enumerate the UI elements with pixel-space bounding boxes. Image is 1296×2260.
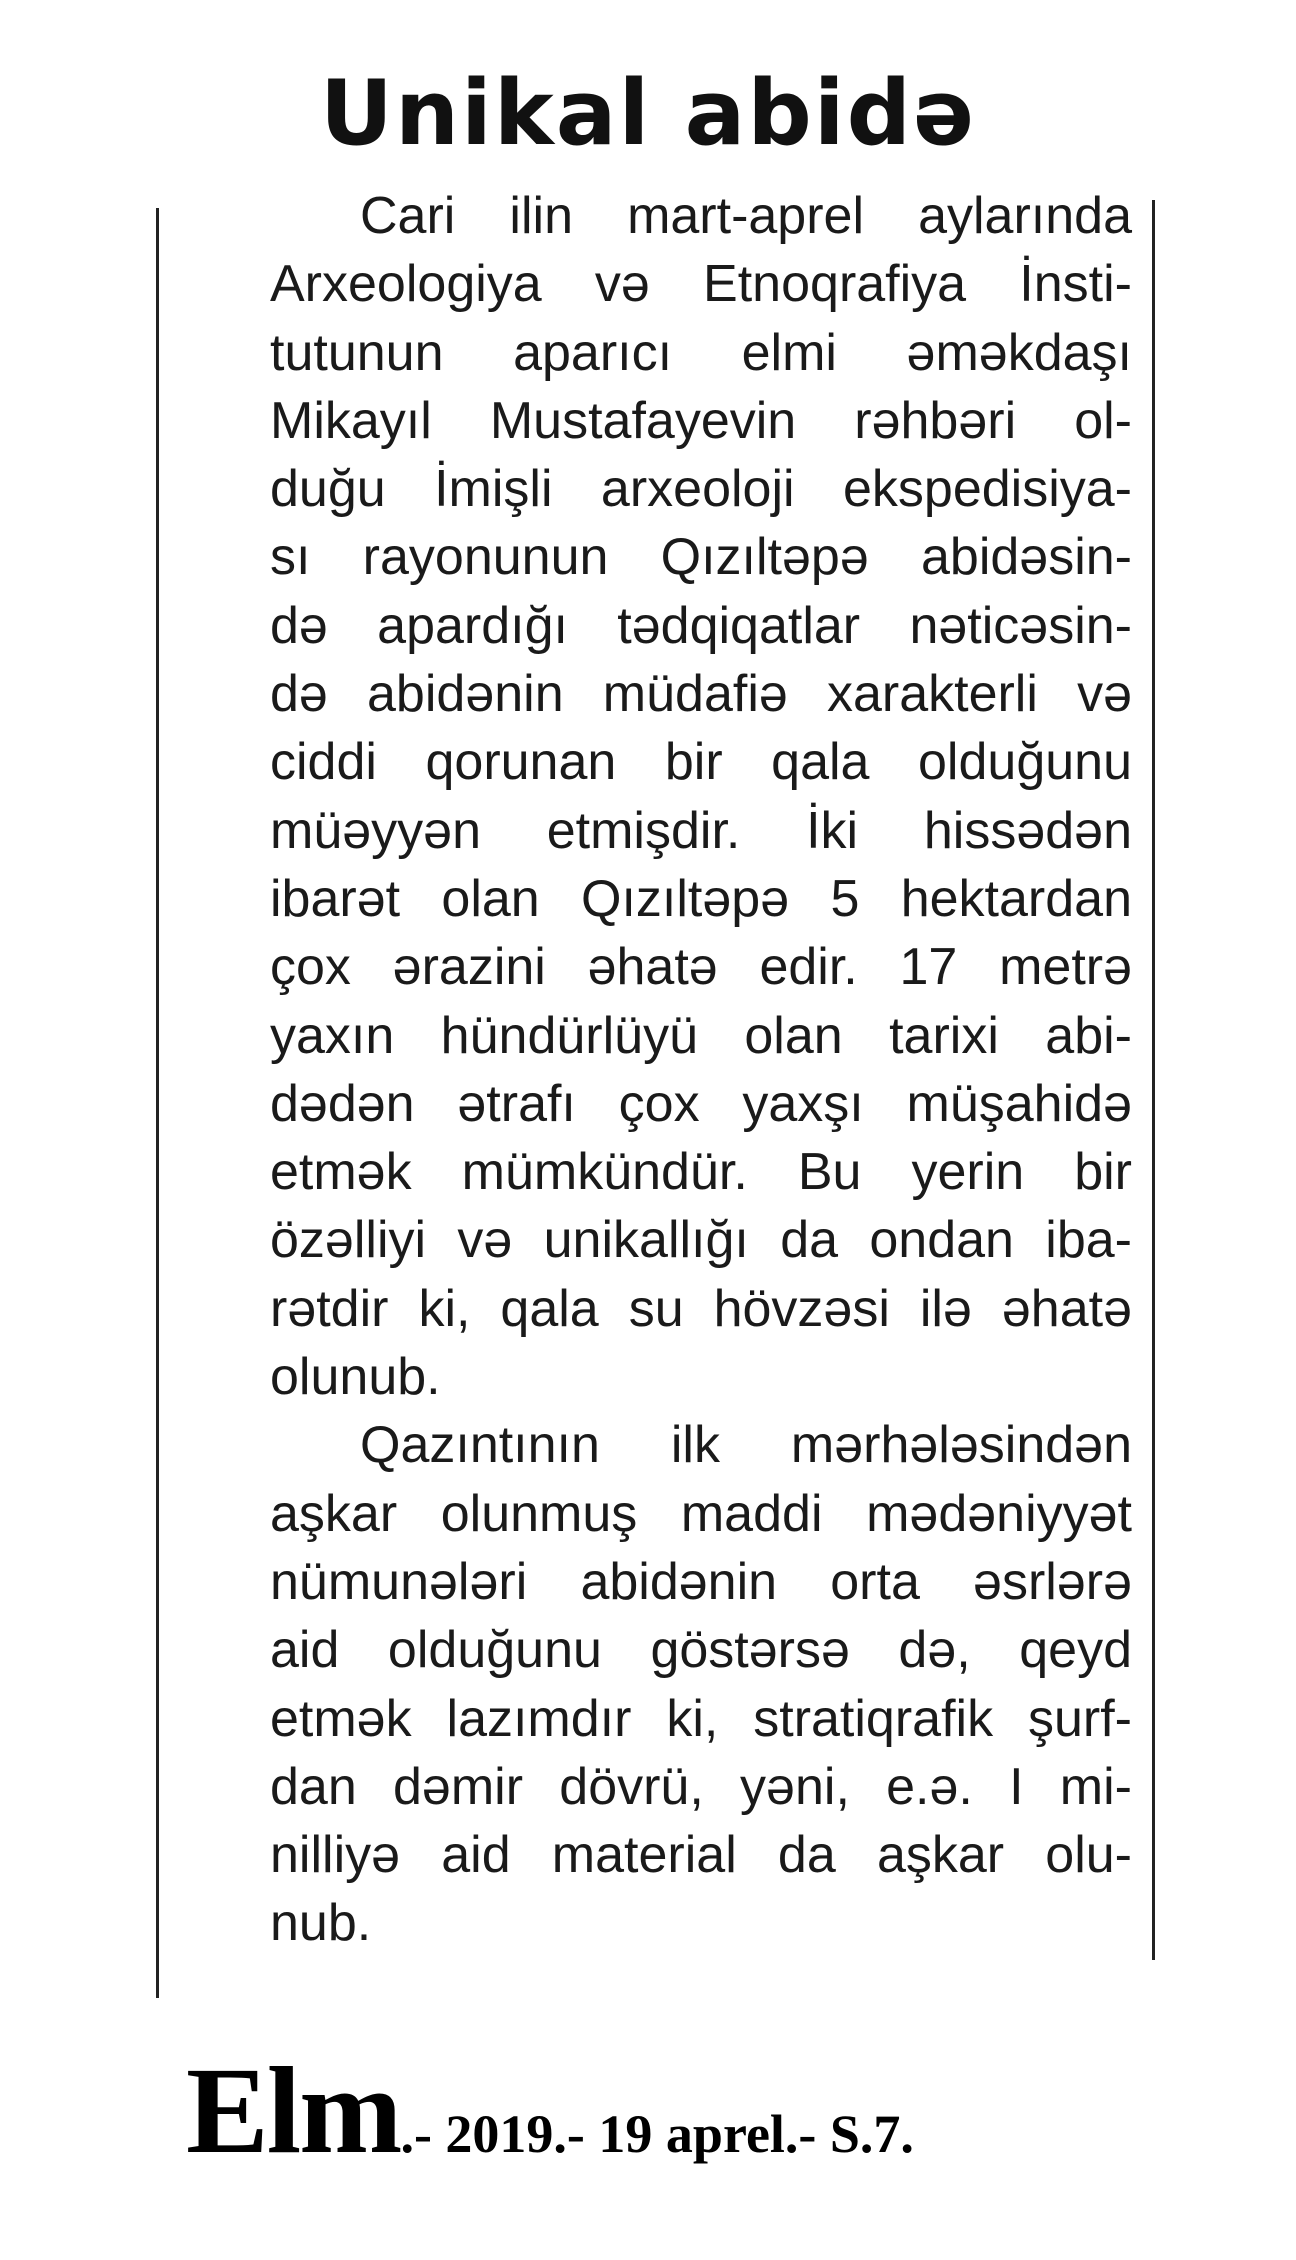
text-line: yaxın hündürlüyü olan tarixi abi- bbox=[270, 1006, 1132, 1065]
text-line: ibarət olan Qızıltəpə 5 hektardan bbox=[270, 869, 1132, 928]
column-rule-right bbox=[1152, 200, 1155, 1960]
article-paragraph-1 bbox=[180, 182, 1132, 1411]
text-line: nub. bbox=[270, 1894, 372, 1953]
text-line: də apardığı tədqiqatlar nəticəsin- bbox=[270, 596, 1132, 655]
publication-reference: .- 2019.- 19 aprel.- S.7. bbox=[400, 2104, 914, 2164]
publication-name: Elm bbox=[186, 2042, 401, 2179]
article-body bbox=[180, 182, 1132, 1958]
text-line: çox ərazini əhatə edir. 17 metrə bbox=[270, 938, 1132, 997]
text-line: özəlliyi və unikallığı da ondan iba- bbox=[270, 1211, 1132, 1270]
article-paragraph-2 bbox=[180, 1411, 1132, 1957]
text-line: müəyyən etmişdir. İki hissədən bbox=[270, 801, 1132, 860]
text-line: Mikayıl Mustafayevin rəhbəri ol- bbox=[270, 391, 1132, 450]
source-citation bbox=[186, 2040, 1186, 2182]
column-rule-left bbox=[156, 208, 159, 1998]
text-line: rətdir ki, qala su hövzəsi ilə əhatə bbox=[270, 1279, 1132, 1338]
text-line: də abidənin müdafiə xarakterli və bbox=[270, 665, 1132, 724]
article-headline: Unikal abidə bbox=[319, 61, 977, 166]
text-line: olunub. bbox=[270, 1348, 441, 1407]
text-line: etmək lazımdır ki, stratiqrafik şurf- bbox=[270, 1689, 1132, 1748]
text-line: duğu İmişli arxeoloji ekspedisiya- bbox=[270, 460, 1132, 519]
text-line: aşkar olunmuş maddi mədəniyyət bbox=[270, 1484, 1132, 1543]
text-line: aid olduğunu göstərsə də, qeyd bbox=[270, 1621, 1132, 1680]
text-line: Qazıntının ilk mərhələsindən bbox=[360, 1416, 1132, 1475]
text-line: Cari ilin mart-aprel aylarında bbox=[360, 187, 1132, 245]
text-line: sı rayonunun Qızıltəpə abidəsin- bbox=[270, 528, 1132, 587]
text-line: nümunələri abidənin orta əsrlərə bbox=[270, 1552, 1132, 1611]
text-line: dan dəmir dövrü, yəni, e.ə. I mi- bbox=[270, 1757, 1132, 1816]
text-line: tutunun aparıcı elmi əməkdaşı bbox=[270, 323, 1132, 382]
text-line: nilliyə aid material da aşkar olu- bbox=[270, 1826, 1132, 1885]
text-line: Arxeologiya və Etnoqrafiya İnsti- bbox=[270, 255, 1132, 314]
text-line: dədən ətrafı çox yaxşı müşahidə bbox=[270, 1074, 1132, 1133]
text-line: etmək mümkündür. Bu yerin bir bbox=[270, 1143, 1132, 1202]
text-line: ciddi qorunan bir qala olduğunu bbox=[270, 733, 1132, 792]
